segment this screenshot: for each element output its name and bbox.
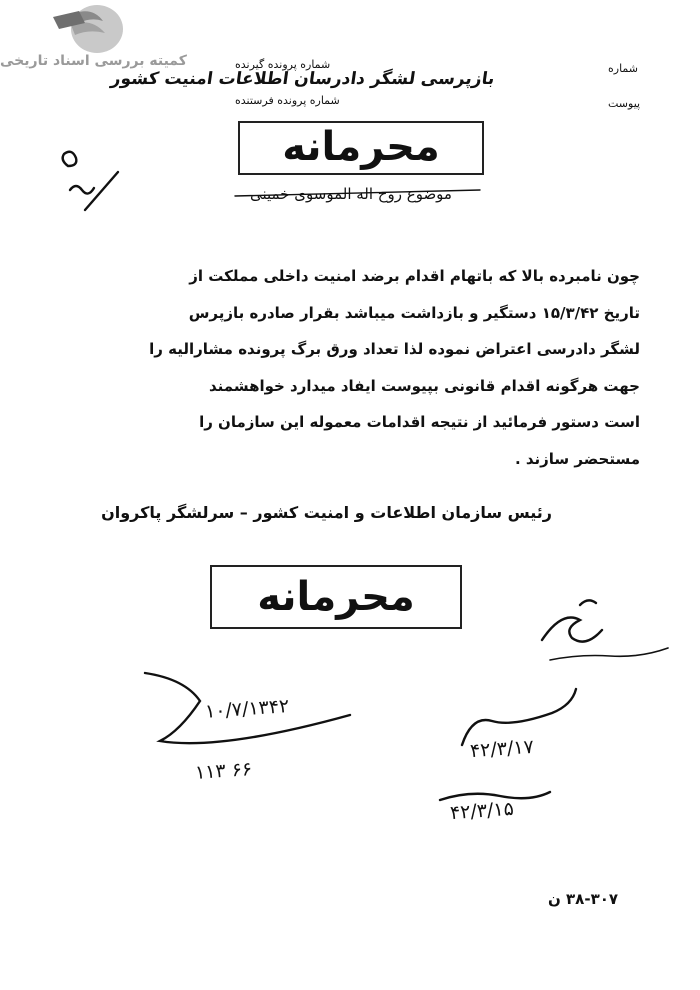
receiver-file-label: شماره پرونده گیرنده — [235, 58, 331, 71]
sender-file-label: شماره پرونده فرستنده — [235, 94, 340, 107]
handwritten-date-1: ۱۰/۷/۱۳۴۲ — [204, 695, 290, 723]
attachment-label: پیوست — [608, 97, 641, 110]
margin-scribble — [70, 186, 94, 194]
watermark-text: کمیته بررسی اسناد تاریخی — [0, 53, 187, 69]
subject-underline — [235, 190, 480, 196]
body-line: تاریخ ۱۵/۳/۴۲ دستگیر و بازداشت میباشد بقرار صادره بازپرس — [188, 303, 640, 322]
body-line: چون نامبرده بالا که باتهام اقدام برضد امنیت داخلی مملکت از — [189, 267, 640, 285]
confidential-stamp-bottom: محرمانه — [210, 565, 462, 629]
organization-title: بازپرسی لشگر دادرسان اطلاعات امنیت کشور — [110, 69, 497, 89]
handwritten-date-3: ۴۲/۳/۱۵ — [449, 797, 515, 825]
number-label: شماره — [608, 62, 639, 75]
margin-circle-mark — [63, 152, 77, 166]
handwritten-date-2: ۴۲/۳/۱۷ — [469, 735, 535, 763]
body-line: مستحضر سازند . — [514, 449, 640, 468]
handwriting-stroke — [440, 792, 550, 800]
body-line: جهت هرگونه اقدام قانونی بپیوست ایفاد میدارد خواهشمند — [208, 376, 640, 395]
signature-stroke — [580, 600, 596, 605]
confidential-stamp-top: محرمانه — [238, 121, 484, 175]
document-code: ۳۸-۳۰۷ ن — [548, 890, 619, 908]
handwriting-stroke — [145, 673, 350, 743]
handwritten-code: ۶۶ ۱۱۳ — [194, 758, 253, 784]
body-line: است دستور فرمائید از نتیجه اقدامات معموله این سازمان را — [199, 413, 640, 431]
signatory-line: رئیس سازمان اطلاعات و امنیت کشور – سرلشگر پاکروان — [101, 503, 552, 522]
signature-stroke — [550, 648, 668, 660]
handwriting-stroke — [462, 689, 576, 745]
margin-slash — [85, 172, 118, 210]
signature-stroke — [542, 618, 602, 642]
body-line: لشگر دادرسی اعتراض نموده لذا تعداد ورق برگ پرونده مشارالیه را — [149, 340, 640, 358]
subject-line: موضوع روح اله الموسوی خمینی — [250, 185, 452, 203]
